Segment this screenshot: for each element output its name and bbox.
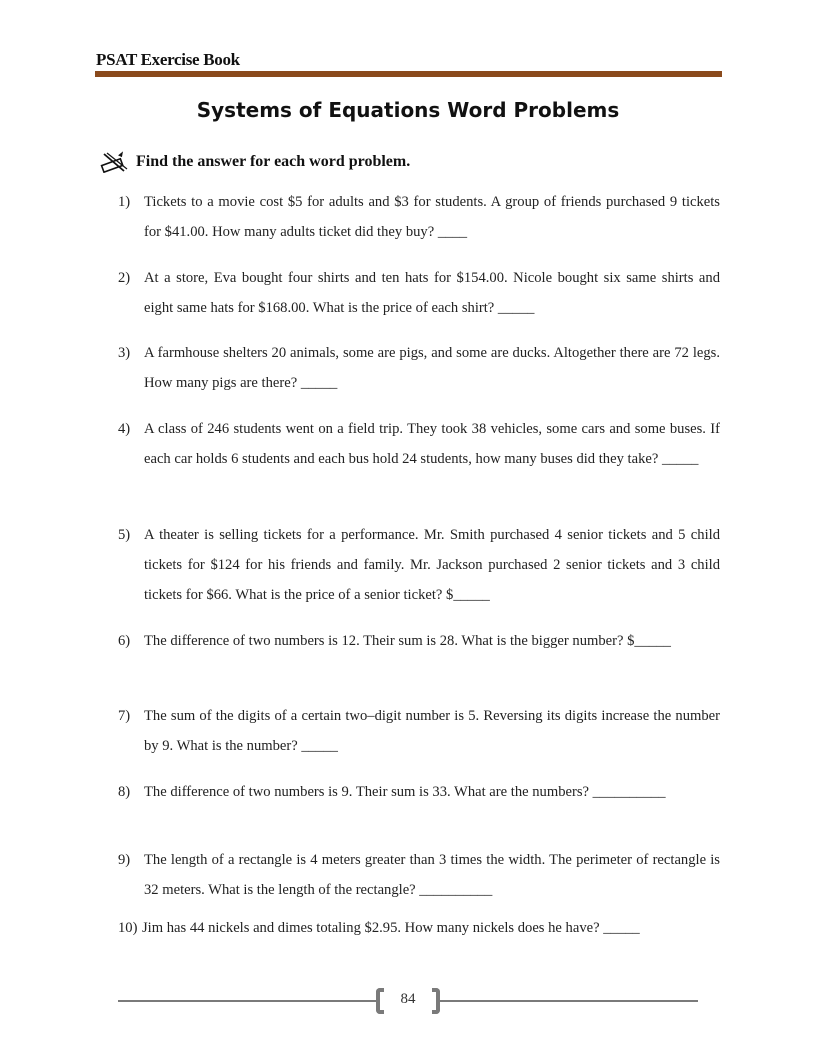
- problem-10: [118, 913, 720, 943]
- page-title: Systems of Equations Word Problems: [196, 98, 620, 122]
- problem-number: 2): [118, 270, 131, 286]
- footer-bracket-right: [432, 988, 440, 1014]
- header-rule: [95, 71, 722, 77]
- problem-text: The difference of two numbers is 9. Their sum is 33. What are the numbers? __________: [144, 784, 666, 800]
- problem-8: [118, 777, 720, 807]
- problem-text: A farmhouse shelters 20 animals, some are pigs, and some are ducks. Altogether there are 72 legs. How many pigs are there? _____: [144, 345, 720, 391]
- problem-number: 8): [118, 784, 131, 800]
- problem-text: The length of a rectangle is 4 meters greater than 3 times the width. The perimeter of rectangle is 32 meters. What is the length of the rectangle? __________: [144, 852, 720, 898]
- problem-9: [118, 845, 720, 905]
- problem-text: A theater is selling tickets for a performance. Mr. Smith purchased 4 senior tickets and 5 child tickets for $124 for his friends and family. Mr. Jackson purchased 2 senior tickets and 3 child tickets for $66. What is the price of a senior ticket? $_____: [144, 527, 720, 603]
- problem-number: 1): [118, 194, 131, 210]
- problem-4: [118, 414, 720, 474]
- problem-text: The sum of the digits of a certain two–digit number is 5. Reversing its digits increase the number by 9. What is the number? _____: [144, 708, 720, 754]
- book-title: PSAT Exercise Book: [96, 50, 240, 69]
- problem-6: [118, 626, 720, 656]
- problem-text: Tickets to a movie cost $5 for adults and $3 for students. A group of friends purchased 9 tickets for $41.00. How many adults ticket did they buy? ____: [144, 194, 720, 240]
- problem-number: 6): [118, 633, 131, 649]
- page-number: 84: [400, 991, 416, 1007]
- problem-number: 10): [118, 920, 138, 936]
- problem-number: 4): [118, 421, 131, 437]
- problem-number: 3): [118, 345, 131, 361]
- footer-bracket-left: [376, 988, 384, 1014]
- problem-text: A class of 246 students went on a field trip. They took 38 vehicles, some cars and some buses. If each car holds 6 students and each bus hold 24 students, how many buses did they take? _____: [144, 421, 720, 467]
- problem-3: [118, 338, 720, 398]
- footer-line-left: [118, 1000, 376, 1002]
- instructions: [100, 151, 410, 173]
- problem-7: [118, 701, 720, 761]
- problem-text: At a store, Eva bought four shirts and ten hats for $154.00. Nicole bought six same shirts and eight same hats for $168.00. What is the price of each shirt? _____: [144, 270, 720, 316]
- problem-2: [118, 263, 720, 323]
- page-footer: [118, 986, 698, 1016]
- problem-text: The difference of two numbers is 12. Their sum is 28. What is the bigger number? $_____: [144, 633, 671, 649]
- problem-text: Jim has 44 nickels and dimes totaling $2.95. How many nickels does he have? _____: [142, 920, 640, 936]
- footer-line-right: [440, 1000, 698, 1002]
- problem-number: 7): [118, 708, 131, 724]
- problem-1: [118, 187, 720, 247]
- instructions-text: Find the answer for each word problem.: [136, 153, 411, 170]
- problem-5: [118, 520, 720, 610]
- problem-number: 5): [118, 527, 131, 543]
- problem-number: 9): [118, 852, 131, 868]
- pencil-crossed-icon: [100, 151, 130, 173]
